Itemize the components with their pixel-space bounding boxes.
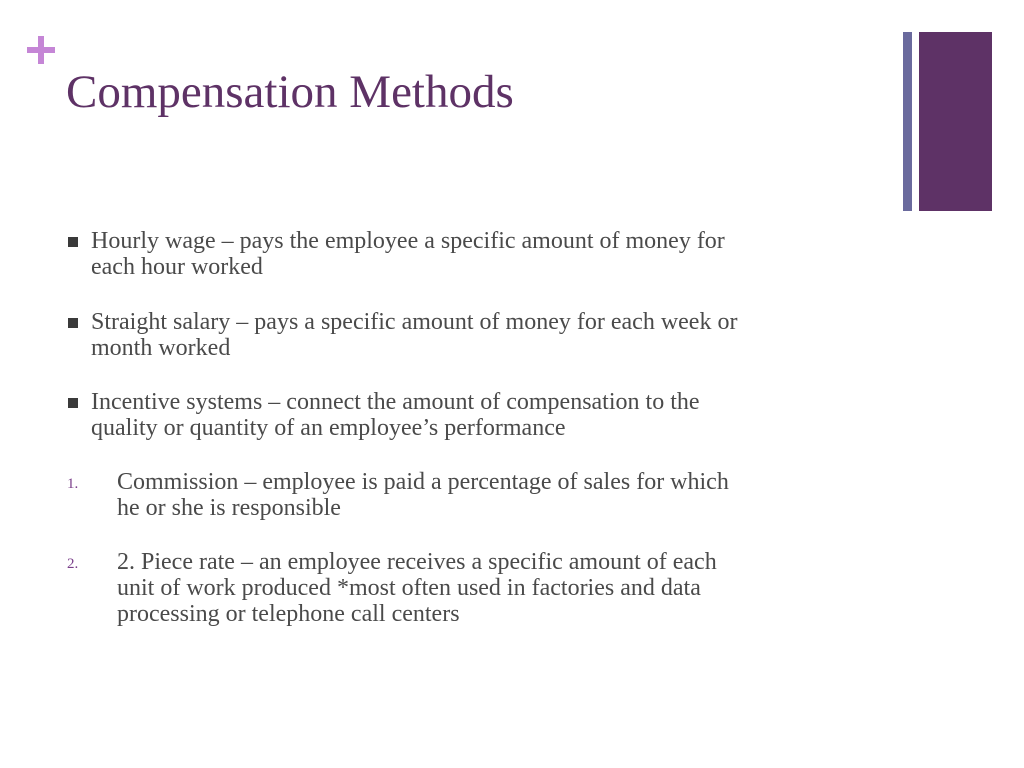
bullet-item [91,389,700,441]
plus-icon-vertical [38,36,44,64]
numbered-line: processing or telephone call centers [117,601,460,627]
square-bullet-icon [68,237,78,247]
plus-icon [27,36,57,66]
list-number: 2. [67,556,79,572]
numbered-item [117,549,717,627]
bullet-line: quality or quantity of an employee’s performance [91,415,566,441]
numbered-line: he or she is responsible [117,495,341,521]
decorative-bar-thin [903,32,912,211]
bullet-line: Incentive systems – connect the amount of compensation to the [91,389,700,415]
numbered-item [117,469,729,521]
bullet-line: Hourly wage – pays the employee a specific amount of money for [91,228,725,254]
bullet-line: each hour worked [91,254,263,280]
decorative-bar-wide [919,32,992,211]
bullet-line: month worked [91,335,231,361]
numbered-line: Commission – employee is paid a percentage of sales for which [117,469,729,495]
slide-title: Compensation Methods [66,66,514,118]
bullet-line: Straight salary – pays a specific amount of money for each week or [91,309,738,335]
list-number: 1. [67,476,79,492]
numbered-line: unit of work produced *most often used in factories and data [117,575,701,601]
square-bullet-icon [68,318,78,328]
square-bullet-icon [68,398,78,408]
numbered-line: 2. Piece rate – an employee receives a specific amount of each [117,549,717,575]
bullet-item [91,228,725,280]
bullet-item [91,309,737,361]
